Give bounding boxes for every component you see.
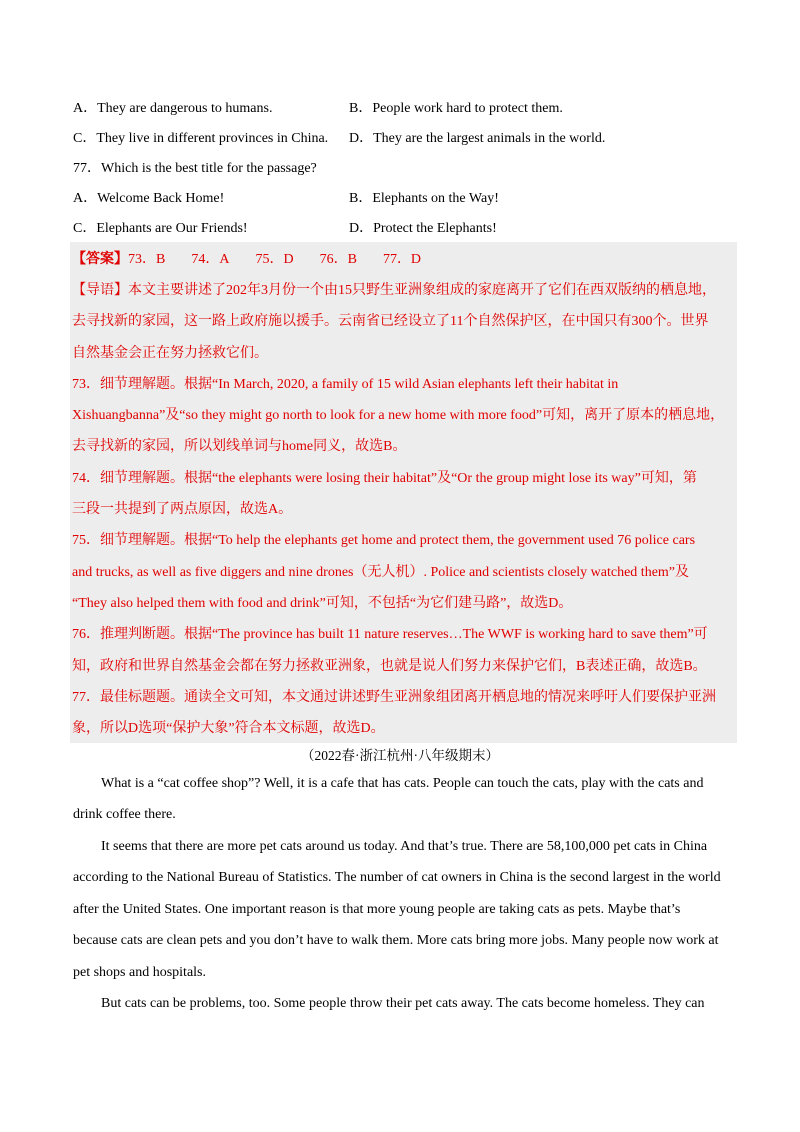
explanation-line: 象，所以D选项“保护大象”符合本文标题，故选D。: [72, 721, 385, 737]
reading-passage: [73, 768, 733, 1020]
option-a: A．Welcome Back Home!: [73, 191, 225, 206]
question-77: 77．Which is the best title for the passage?: [73, 161, 317, 176]
answer-item: 73．B: [128, 251, 166, 267]
explanation-line: 74．细节理解题。根据“the elephants were losing their habitat”及“Or the group might lose its way”可知，第: [72, 470, 697, 486]
answer-key-line: [72, 242, 735, 273]
passage-line: because cats are clean pets and you don’t have to walk them. More cats bring more jobs. Many people now work at: [73, 933, 719, 949]
option-a: A．They are dangerous to humans.: [73, 101, 273, 116]
option-row: [73, 92, 733, 122]
option-c: C．Elephants are Our Friends!: [73, 221, 248, 236]
option-d: D．Protect the Elephants!: [349, 221, 497, 236]
explanation-line: 77．最佳标题题。通读全文可知，本文通过讲述野生亚洲象组团离开栖息地的情况来呼吁人们要保护亚洲: [72, 689, 716, 705]
passage-line: It seems that there are more pet cats around us today. And that’s true. There are 58,100,000 pet cats in China: [101, 838, 708, 854]
option-c: C．They live in different provinces in China.: [73, 131, 329, 146]
answer-item: 75．D: [255, 251, 294, 267]
option-row: [73, 182, 733, 212]
explanation-line: 自然基金会正在努力拯救它们。: [72, 345, 268, 361]
explanation-line: 76．推理判断题。根据“The province has built 11 nature reserves…The WWF is working hard to save them”可: [72, 627, 708, 643]
question-options: [73, 92, 733, 242]
passage-line: drink coffee there.: [73, 807, 176, 823]
explanation-line: 去寻找新的家园，所以划线单词与home同义，故选B。: [72, 439, 407, 455]
explanation-line: 75．细节理解题。根据“To help the elephants get home and protect them, the government used 76 police cars: [72, 533, 696, 549]
answer-explanation-box: [70, 242, 737, 743]
explanation-line: “They also helped them with food and drink”可知，不包括“为它们建马路”，故选D。: [72, 595, 573, 611]
explanation-line: 73．细节理解题。根据“In March, 2020, a family of 15 wild Asian elephants left their habitat in: [72, 376, 619, 392]
option-row: [73, 212, 733, 242]
answer-label: 【答案】: [72, 251, 128, 267]
option-b: B．People work hard to protect them.: [349, 101, 563, 116]
passage-line: But cats can be problems, too. Some people throw their pet cats away. The cats become homeless. They can: [101, 996, 705, 1012]
passage-source: （2022春·浙江杭州·八年级期末）: [301, 748, 499, 763]
answer-item: 76．B: [319, 251, 357, 267]
explanation-line: 知，政府和世界自然基金会都在努力拯救亚洲象，也就是说人们努力来保护它们，B表述正确，故选B。: [72, 658, 707, 674]
answer-item: 77．D: [382, 251, 422, 267]
explanation-line: 【导语】本文主要讲述了202年3月份一个由15只野生亚洲象组成的家庭离开了它们在西双版纳的栖息地，: [72, 282, 716, 298]
passage-line: after the United States. One important reason is that more young people are taking cats as pets. Maybe that’s: [73, 901, 681, 917]
passage-line: according to the National Bureau of Statistics. The number of cat owners in China is the second largest in the world: [73, 870, 721, 886]
explanation-line: Xishuangbanna”及“so they might go north to look for a new home with more food”可知，离开了原本的栖息地，: [72, 408, 725, 424]
option-b: B．Elephants on the Way!: [349, 191, 499, 206]
passage-line: pet shops and hospitals.: [73, 964, 206, 980]
answer-item: 74．A: [191, 251, 230, 267]
option-row: [73, 122, 733, 152]
explanation-line: and trucks, as well as five diggers and nine drones（无人机）. Police and scientists closely watched them”及: [72, 564, 690, 580]
passage-line: What is a “cat coffee shop”? Well, it is a cafe that has cats. People can touch the cats, play with the cats and: [101, 775, 704, 791]
option-d: D．They are the largest animals in the world.: [349, 131, 606, 146]
explanation-line: 三段一共提到了两点原因，故选A。: [72, 502, 293, 518]
explanation-line: 去寻找新的家园，这一路上政府施以援手。云南省已经设立了11个自然保护区，在中国只有300个。世界: [72, 314, 709, 330]
